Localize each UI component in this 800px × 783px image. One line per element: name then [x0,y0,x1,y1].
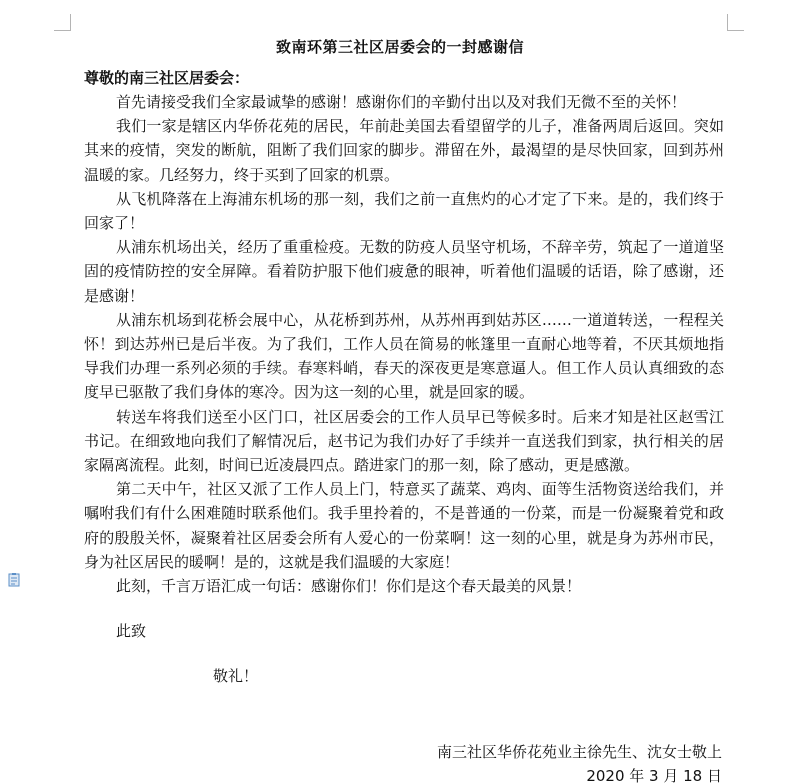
letter-paragraph: 首先请接受我们全家最诚挚的感谢！感谢你们的辛勤付出以及对我们无微不至的关怀！ [116,93,687,111]
letter-paragraph: 从浦东机场出关，经历了重重检疫。无数的防疫人员坚守机场，不辞辛劳，筑起了一道道坚固的疫情防控的安全屏障。看着防护服下他们疲惫的眼神，听着他们温暖的话语，除了感谢，还是感谢！ [84,238,724,305]
page-corner-mark-top-right [727,14,744,31]
paste-options-icon [8,573,38,587]
letter-salutation: 尊敬的南三社区居委会： [84,69,250,87]
letter-paragraph: 第二天中午，社区又派了工作人员上门，特意买了蔬菜、鸡肉、面等生活物资送给我们，并嘱咐我们有什么困难随时联系他们。我手里拎着的，不是普通的一份菜，而是一份凝聚着党和政府的殷殷关怀，凝聚着社区居委会所有人爱心的一份菜啊！这一刻的心里，就是身为苏州市民，身为社区居民的暖啊！是的，这就是我们温暖的大家庭！ [84,480,724,571]
letter-paragraph: 转送车将我们送至小区门口，社区居委会的工作人员早已等候多时。后来才知是社区赵雪江书记。在细致地向我们了解情况后，赵书记为我们办好了手续并一直送我们到家，执行相关的居家隔离流程。此刻，时间已近凌晨四点。踏进家门的那一刻，除了感动，更是感激。 [84,407,724,475]
page-corner-mark-top-left [54,14,71,31]
letter-paragraph: 此刻，千言万语汇成一句话：感谢你们！你们是这个春天最美的风景！ [116,577,582,596]
letter-paragraph: 我们一家是辖区内华侨花苑的居民，年前赴美国去看望留学的儿子，准备两周后返回。突如其来的疫情，突发的断航，阻断了我们回家的脚步。滞留在外，最渴望的是尽快回家，回到苏州温暖的家。几经努力，终于买到了回家的机票。 [84,117,724,184]
letter-body [84,90,724,598]
letter-closing-cizhi: 此致 [116,622,147,640]
letter-closing-jingli: 敬礼！ [213,667,259,685]
paste-options-button[interactable] [8,572,38,586]
letter-signature [437,740,722,783]
signature-name: 南三社区华侨花苑业主徐先生、沈女士敬上 [436,743,722,761]
letter-title: 致南环第三社区居委会的一封感谢信 [275,38,524,56]
letter-paragraph: 从飞机降落在上海浦东机场的那一刻，我们之前一直焦灼的心才定了下来。是的，我们终于回家了！ [84,189,724,233]
letter-paragraph: 从浦东机场到花桥会展中心，从花桥到苏州，从苏州再到姑苏区……一道道转送，一程程关怀！到达苏州已是后半夜。为了我们，工作人员在简易的帐篷里一直耐心地等着，不厌其烦地指导我们办理一系列必须的手续。春寒料峭，春天的深夜更是寒意逼人。但工作人员认真细致的态度早已驱散了我们身体的寒冷。因为这一刻的心里，就是回家的暖。 [84,310,724,402]
signature-date: 2020 年 3 月 18 日 [586,767,722,783]
